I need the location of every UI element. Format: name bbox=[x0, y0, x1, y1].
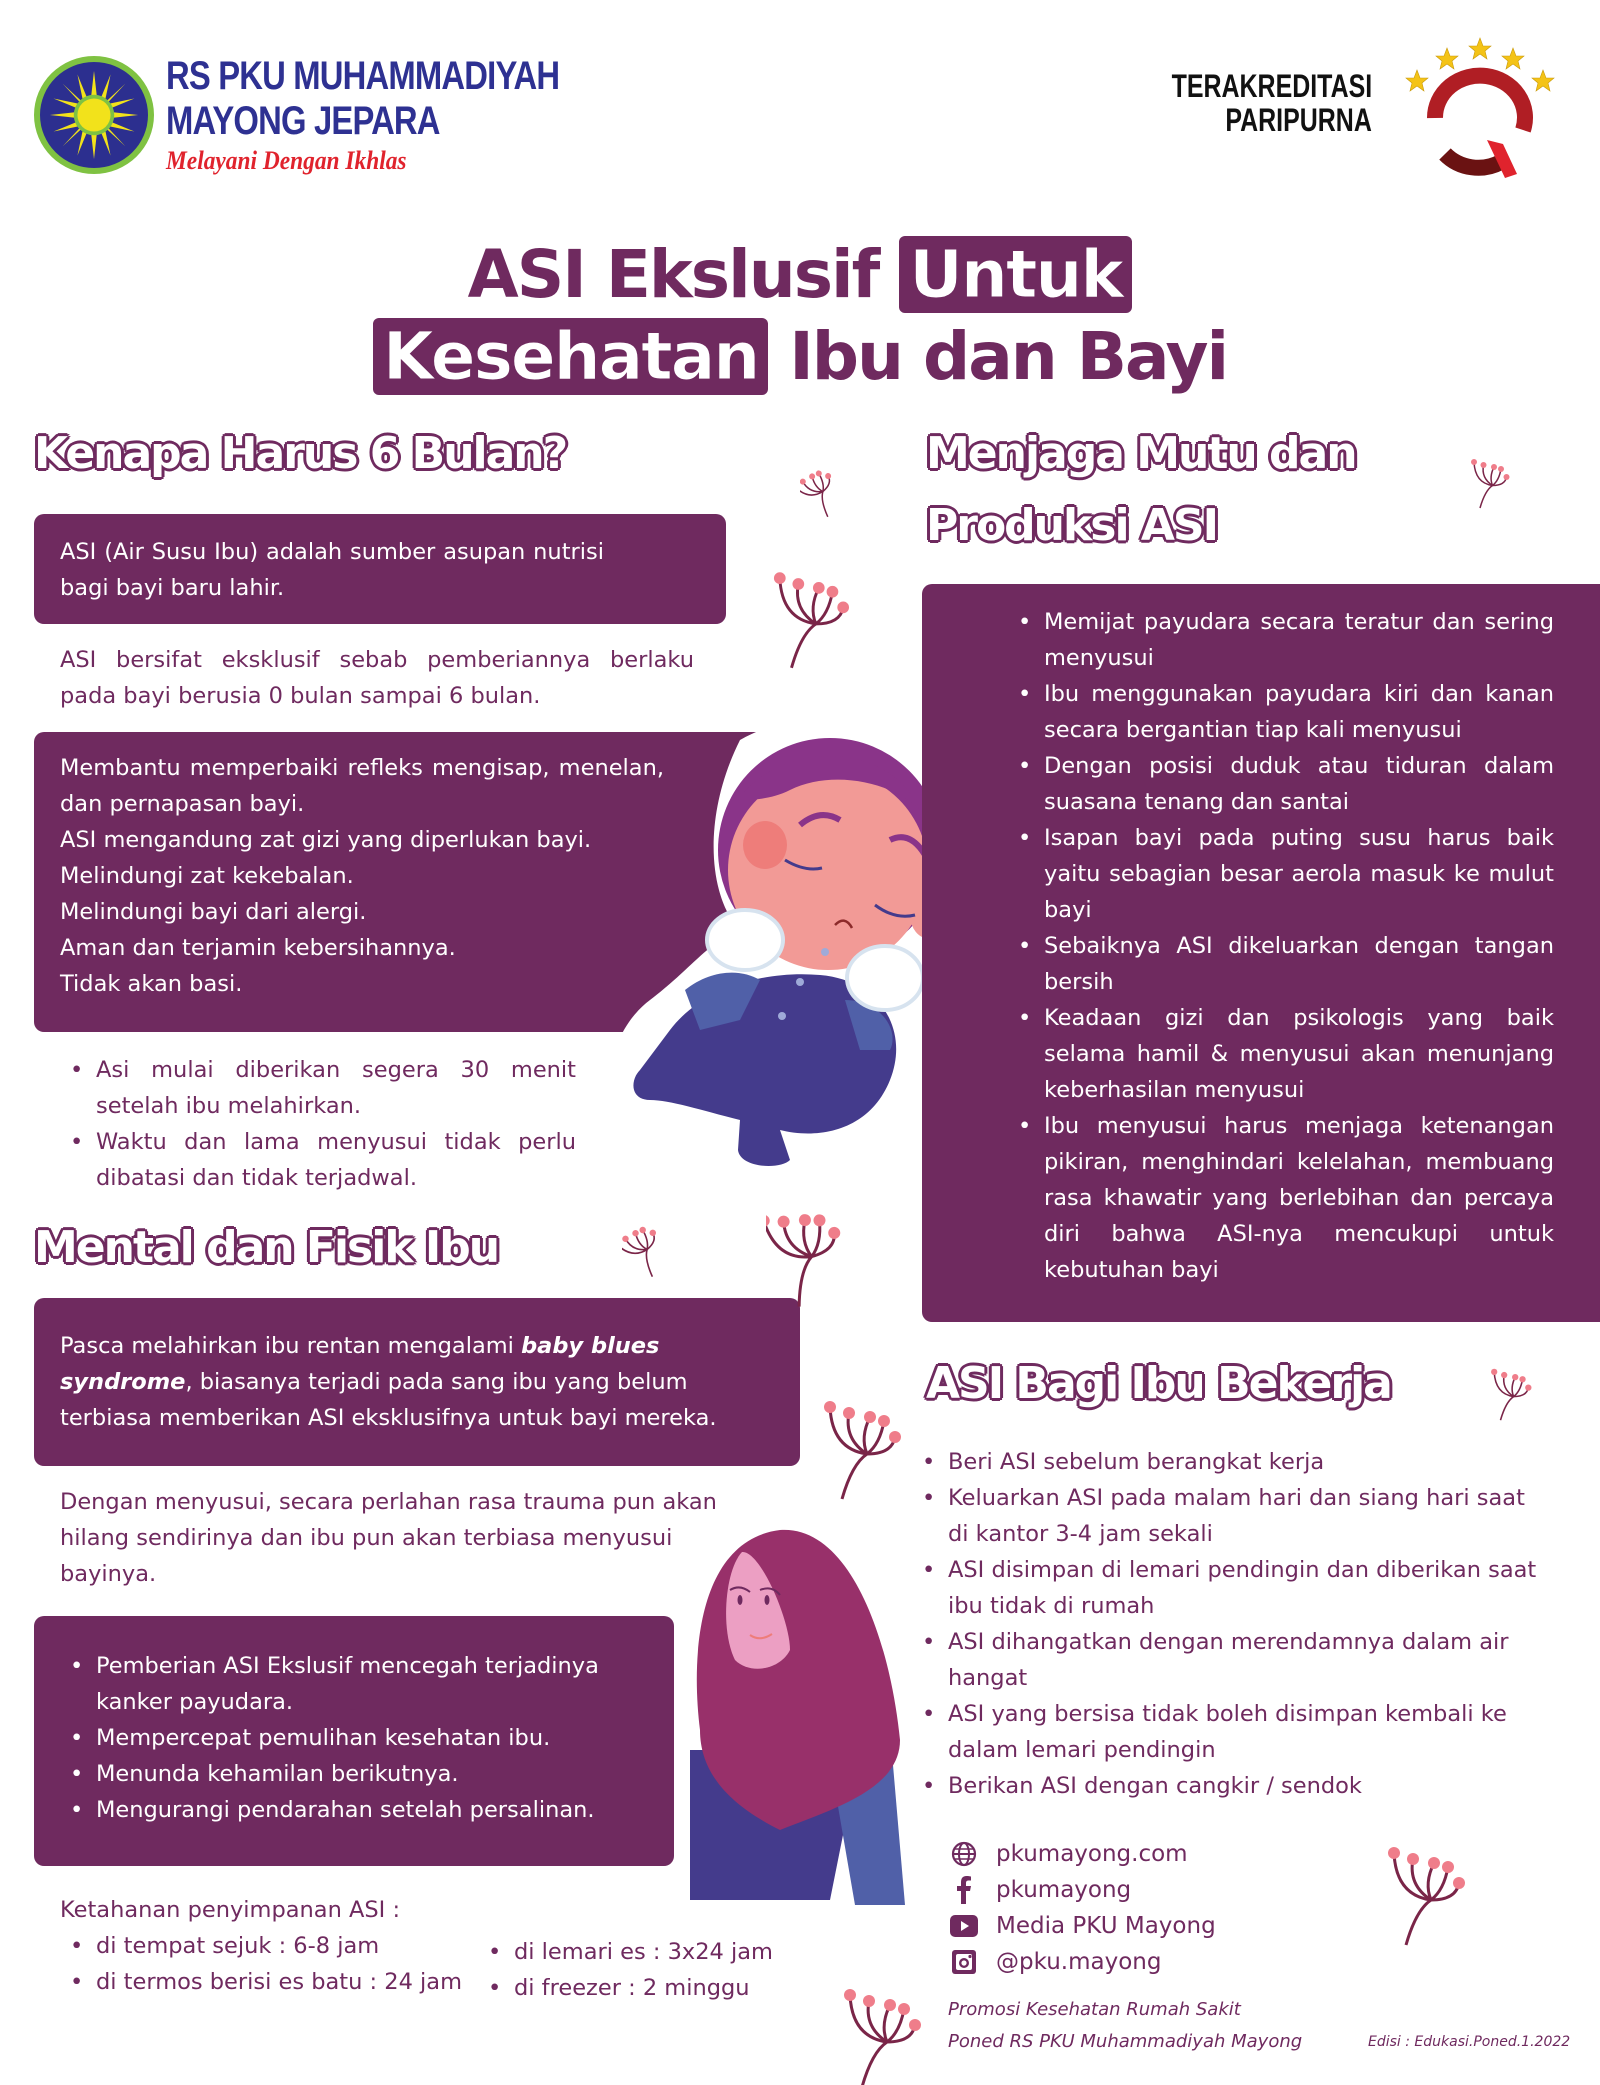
working-mother-item: • Berikan ASI dengan cangkir / sendok bbox=[912, 1768, 1552, 1804]
flower-decoration-icon bbox=[1386, 1822, 1466, 1972]
trauma-paragraph: Dengan menyusui, secara perlahan rasa trauma pun akan hilang sendirinya dan ibu pun akan terbiasa menyusui bayinya. bbox=[60, 1489, 717, 1587]
footer-credit-line2: Poned RS PKU Muhammadiyah Mayong bbox=[948, 2031, 1303, 2052]
storage-item: • di lemari es : 3x24 jam bbox=[478, 1934, 773, 1970]
working-mother-item: • ASI yang bersisa tidak boleh disimpan kembali ke dalam lemari pendingin bbox=[912, 1696, 1552, 1768]
page-title-line2 bbox=[0, 318, 1600, 395]
baby-blues-text: Pasca melahirkan ibu rentan mengalami bbox=[60, 1333, 522, 1359]
benefit-item: Tidak akan basi. bbox=[60, 971, 243, 997]
exclusive-paragraph: ASI bersifat eksklusif sebab pemberiannya berlaku pada bayi berusia 0 bulan sampai 6 bulan. bbox=[60, 647, 694, 709]
hospital-logo bbox=[34, 56, 154, 174]
contact-label: pkumayong.com bbox=[996, 1841, 1188, 1867]
working-mother-item: • ASI dihangatkan dengan merendamnya dalam air hangat bbox=[912, 1624, 1552, 1696]
hospital-name-line2: MAYONG JEPARA bbox=[166, 99, 440, 143]
milk-quality-item: • Dengan posisi duduk atau tiduran dalam suasana tenang dan santai bbox=[1008, 748, 1554, 820]
benefit-item: Melindungi bayi dari alergi. bbox=[60, 899, 367, 925]
baby-blues-box bbox=[34, 1298, 800, 1466]
working-mother-item: • Beri ASI sebelum berangkat kerja bbox=[912, 1444, 1552, 1480]
youtube-icon bbox=[950, 1912, 978, 1940]
section-heading-kenapa: Kenapa Harus 6 Bulan? bbox=[34, 428, 567, 479]
flower-decoration-icon bbox=[822, 1396, 902, 1506]
milk-quality-item: • Isapan bayi pada puting susu harus baik yaitu sebagian besar aerola masuk ke mulut bayi bbox=[1008, 820, 1554, 928]
milk-quality-item: • Ibu menggunakan payudara kiri dan kanan secara bergantian tiap kali menyusui bbox=[1008, 676, 1554, 748]
contact-instagram[interactable] bbox=[950, 1944, 1216, 1980]
sun-emblem-icon bbox=[48, 69, 140, 161]
benefit-item: Melindungi zat kekebalan. bbox=[60, 863, 354, 889]
title-text: Ibu dan Bayi bbox=[789, 318, 1228, 395]
storage-title: Ketahanan penyimpanan ASI : bbox=[60, 1897, 401, 1923]
timing-item: • Asi mulai diberikan segera 30 menit setelah ibu melahirkan. bbox=[60, 1052, 576, 1124]
edition-label: Edisi : Edukasi.Poned.1.2022 bbox=[1368, 2034, 1571, 2050]
flower-decoration-icon bbox=[766, 1200, 846, 1310]
storage-item: • di termos berisi es batu : 24 jam bbox=[60, 1964, 462, 2000]
title-highlight: Kesehatan bbox=[373, 318, 768, 395]
title-text: ASI Ekslusif bbox=[467, 236, 879, 313]
flower-decoration-icon bbox=[772, 556, 850, 686]
mother-benefit-item: • Pemberian ASI Ekslusif mencegah terjadinya kanker payudara. bbox=[60, 1648, 664, 1720]
mother-hijab-illustration bbox=[660, 1500, 910, 1920]
intro-box: ASI (Air Susu Ibu) adalah sumber asupan nutrisi bagi bayi baru lahir. bbox=[34, 514, 726, 624]
contact-youtube[interactable] bbox=[950, 1908, 1216, 1944]
storage-list-right bbox=[478, 1934, 773, 2006]
instagram-icon bbox=[950, 1948, 978, 1976]
title-highlight: Untuk bbox=[899, 236, 1132, 313]
footer-credit-line1: Promosi Kesehatan Rumah Sakit bbox=[948, 1999, 1241, 2020]
flower-decoration-icon bbox=[1490, 1364, 1532, 1426]
benefit-item: Membantu memperbaiki refleks mengisap, menelan, dan pernapasan bayi. bbox=[60, 755, 664, 817]
section-heading-mental: Mental dan Fisik Ibu bbox=[34, 1222, 499, 1273]
globe-icon bbox=[950, 1840, 978, 1868]
section-heading-bekerja: ASI Bagi Ibu Bekerja bbox=[926, 1358, 1391, 1409]
milk-quality-item: • Keadaan gizi dan psikologis yang baik selama hamil & menyusui akan menunjang keberhasilan menyusui bbox=[1008, 1000, 1554, 1108]
milk-quality-item: • Sebaiknya ASI dikeluarkan dengan tangan bersih bbox=[1008, 928, 1554, 1000]
timing-item: • Waktu dan lama menyusui tidak perlu dibatasi dan tidak terjadwal. bbox=[60, 1124, 576, 1196]
contact-label: @pku.mayong bbox=[996, 1949, 1162, 1975]
storage-item: • di freezer : 2 minggu bbox=[478, 1970, 773, 2006]
flower-decoration-icon bbox=[1470, 454, 1510, 514]
contact-label: Media PKU Mayong bbox=[996, 1913, 1216, 1939]
baby-blues-text: , biasanya terjadi pada sang ibu yang belum terbiasa memberikan ASI eksklusifnya untuk bayi mereka. bbox=[60, 1369, 717, 1431]
contact-facebook[interactable] bbox=[950, 1872, 1216, 1908]
mother-benefits-box bbox=[34, 1616, 674, 1866]
page-title-line1 bbox=[0, 236, 1600, 313]
benefits-list bbox=[60, 750, 664, 1002]
milk-quality-list bbox=[1008, 604, 1554, 1288]
baby-blues-term: baby blues syndrome bbox=[60, 1333, 660, 1395]
hospital-name-line1: RS PKU MUHAMMADIYAH bbox=[166, 54, 560, 98]
mother-benefit-item: • Mengurangi pendarahan setelah persalinan. bbox=[60, 1792, 664, 1828]
hospital-tagline: Melayani Dengan Ikhlas bbox=[166, 146, 407, 175]
flower-decoration-icon bbox=[842, 1984, 922, 2085]
contact-label: pkumayong bbox=[996, 1877, 1132, 1903]
working-mother-list bbox=[912, 1444, 1552, 1804]
contact-list bbox=[950, 1836, 1216, 1980]
mother-benefit-item: • Menunda kehamilan berikutnya. bbox=[60, 1756, 664, 1792]
working-mother-item: • Keluarkan ASI pada malam hari dan siang hari saat di kantor 3-4 jam sekali bbox=[912, 1480, 1552, 1552]
mother-benefit-item: • Mempercepat pemulihan kesehatan ibu. bbox=[60, 1720, 664, 1756]
storage-list-left bbox=[60, 1928, 462, 2000]
mother-benefits-list bbox=[60, 1648, 664, 1828]
benefit-item: Aman dan terjamin kebersihannya. bbox=[60, 935, 456, 961]
facebook-icon bbox=[950, 1876, 978, 1904]
accreditation-logo-icon bbox=[1405, 36, 1555, 186]
milk-quality-box bbox=[922, 584, 1600, 1322]
working-mother-item: • ASI disimpan di lemari pendingin dan diberikan saat ibu tidak di rumah bbox=[912, 1552, 1552, 1624]
flower-decoration-icon bbox=[622, 1222, 666, 1278]
timing-list bbox=[60, 1052, 576, 1196]
flower-decoration-icon bbox=[800, 466, 840, 518]
milk-quality-item: • Memijat payudara secara teratur dan sering menyusui bbox=[1008, 604, 1554, 676]
milk-quality-item: • Ibu menyusui harus menjaga ketenangan pikiran, menghindari kelelahan, membuang rasa khawatir yang berlebihan dan percaya diri bahwa ASI-nya mencukupi untuk kebutuhan bayi bbox=[1008, 1108, 1554, 1288]
storage-item: • di tempat sejuk : 6-8 jam bbox=[60, 1928, 462, 1964]
accreditation-label-line1: TERAKREDITASI bbox=[1171, 68, 1372, 104]
section-heading-menjaga-line2: Produksi ASI bbox=[926, 500, 1217, 551]
benefit-item: ASI mengandung zat gizi yang diperlukan bayi. bbox=[60, 827, 592, 853]
accreditation-label-line2: PARIPURNA bbox=[1225, 102, 1372, 138]
contact-website[interactable] bbox=[950, 1836, 1216, 1872]
section-heading-menjaga-line1: Menjaga Mutu dan bbox=[926, 428, 1356, 479]
